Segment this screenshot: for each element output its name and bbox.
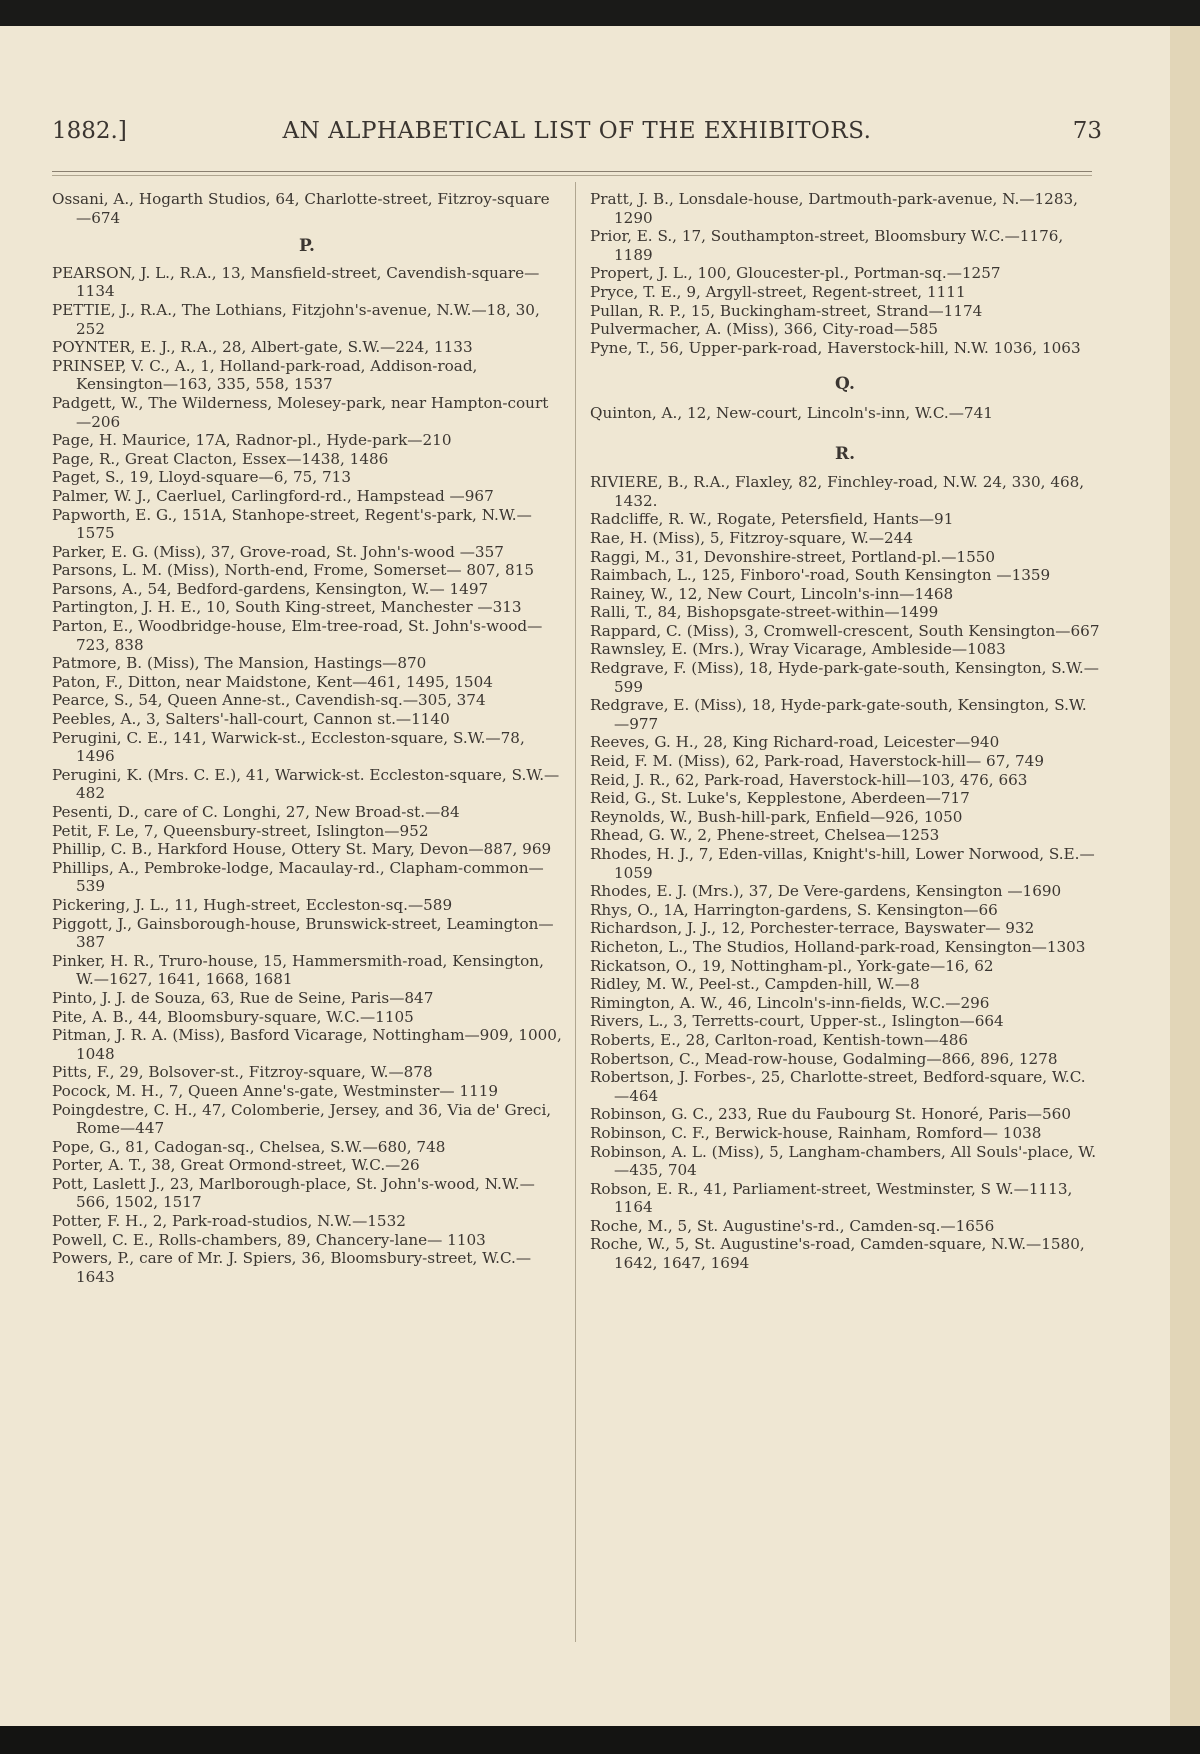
exhibitor-entry: Perugini, C. E., 141, Warwick-st., Eccleston-square, S.W.—78, 1496 xyxy=(52,728,525,766)
exhibitor-entry: Parton, E., Woodbridge-house, Elm-tree-road, St. John's-wood—723, 838 xyxy=(52,617,543,654)
exhibitor-entry: Parsons, L. M. (Miss), North-end, Frome, Somerset— 807, 815 xyxy=(52,561,535,580)
exhibitor-entry: Robinson, C. F., Berwick-house, Rainham, Romford— 1038 xyxy=(590,1123,1042,1142)
column-divider xyxy=(575,182,576,1642)
exhibitor-entry: Partington, J. H. E., 10, South King-street, Manchester —313 xyxy=(52,598,522,617)
page-number: 73 xyxy=(1072,118,1102,144)
exhibitor-entry: Rainey, W., 12, New Court, Lincoln's-inn—1468 xyxy=(590,584,954,603)
exhibitor-entry: Papworth, E. G., 151A, Stanhope-street, Regent's-park, N.W.—1575 xyxy=(52,505,532,543)
right-r-entries xyxy=(590,473,1100,1273)
exhibitor-entry: Raggi, M., 31, Devonshire-street, Portland-pl.—1550 xyxy=(590,547,996,566)
header-rule xyxy=(52,171,1092,172)
scan-bottom-edge xyxy=(0,1726,1200,1754)
header-year: 1882.] xyxy=(52,118,127,144)
exhibitor-entry: Rawnsley, E. (Mrs.), Wray Vicarage, Ambleside—1083 xyxy=(590,640,1006,659)
exhibitor-entry: Robinson, G. C., 233, Rue du Faubourg St. Honoré, Paris—560 xyxy=(590,1105,1071,1124)
exhibitor-entry: Reid, J. R., 62, Park-road, Haverstock-hill—103, 476, 663 xyxy=(590,770,1028,789)
exhibitor-entry: Prior, E. S., 17, Southampton-street, Bloomsbury W.C.—1176, 1189 xyxy=(590,227,1064,264)
exhibitor-entry: PRINSEP, V. C., A., 1, Holland-park-road, Addison-road, Kensington—163, 335, 558, 1537 xyxy=(52,356,478,394)
exhibitor-entry: Phillips, A., Pembroke-lodge, Macaulay-rd., Clapham-common—539 xyxy=(52,858,544,896)
exhibitor-entry: Pulvermacher, A. (Miss), 366, City-road—585 xyxy=(590,320,939,339)
exhibitor-entry: Pitts, F., 29, Bolsover-st., Fitzroy-square, W.—878 xyxy=(52,1063,433,1082)
exhibitor-entry: Robertson, J. Forbes-, 25, Charlotte-street, Bedford-square, W.C.—464 xyxy=(590,1068,1086,1105)
exhibitor-entry: Robinson, A. L. (Miss), 5, Langham-chambers, All Souls'-place, W.—435, 704 xyxy=(590,1142,1097,1180)
exhibitor-entry: Pott, Laslett J., 23, Marlborough-place, St. John's-wood, N.W.—566, 1502, 1517 xyxy=(52,1174,535,1212)
exhibitor-entry: Pyne, T., 56, Upper-park-road, Haverstock-hill, N.W. 1036, 1063 xyxy=(590,338,1081,357)
exhibitor-entry: Pope, G., 81, Cadogan-sq., Chelsea, S.W.—680, 748 xyxy=(52,1137,446,1156)
exhibitor-entry: Roberts, E., 28, Carlton-road, Kentish-town—486 xyxy=(590,1030,969,1049)
exhibitor-entry: Poingdestre, C. H., 47, Colomberie, Jersey, and 36, Via de' Greci, Rome—447 xyxy=(52,1100,552,1138)
exhibitor-entry: Reeves, G. H., 28, King Richard-road, Leicester—940 xyxy=(590,733,1000,752)
exhibitor-entry: Redgrave, F. (Miss), 18, Hyde-park-gate-south, Kensington, S.W.—599 xyxy=(590,659,1099,696)
exhibitor-entry: Quinton, A., 12, New-court, Lincoln's-inn, W.C.—741 xyxy=(590,403,993,422)
exhibitor-entry: Rhead, G. W., 2, Phene-street, Chelsea—1253 xyxy=(590,826,940,845)
section-heading-q: Q. xyxy=(835,374,855,395)
exhibitor-entry: Pinto, J. J. de Souza, 63, Rue de Seine, Paris—847 xyxy=(52,988,434,1007)
left-pre-entries xyxy=(52,190,562,227)
exhibitor-entry: Pearce, S., 54, Queen Anne-st., Cavendish-sq.—305, 374 xyxy=(52,691,486,710)
left-column xyxy=(52,190,562,1286)
exhibitor-entry: Roche, W., 5, St. Augustine's-road, Camden-square, N.W.—1580, 1642, 1647, 1694 xyxy=(590,1235,1085,1273)
exhibitor-entry: Petit, F. Le, 7, Queensbury-street, Islington—952 xyxy=(52,821,429,840)
page-right-edge xyxy=(1170,26,1200,1726)
exhibitor-entry: Rhys, O., 1A, Harrington-gardens, S. Kensington—66 xyxy=(590,900,998,919)
scan-top-edge xyxy=(0,0,1200,26)
exhibitor-entry: Reid, G., St. Luke's, Kepplestone, Aberdeen—717 xyxy=(590,789,970,808)
exhibitor-entry: Reynolds, W., Bush-hill-park, Enfield—926, 1050 xyxy=(590,807,963,826)
exhibitor-entry: Rhodes, H. J., 7, Eden-villas, Knight's-hill, Lower Norwood, S.E.—1059 xyxy=(590,845,1095,882)
exhibitor-entry: Pocock, M. H., 7, Queen Anne's-gate, Westminster— 1119 xyxy=(52,1081,499,1100)
exhibitor-entry: Raimbach, L., 125, Finboro'-road, South Kensington —1359 xyxy=(590,566,1051,585)
exhibitor-entry: Roche, M., 5, St. Augustine's-rd., Camden-sq.—1656 xyxy=(590,1216,995,1235)
exhibitor-entry: Patmore, B. (Miss), The Mansion, Hastings—870 xyxy=(52,654,427,673)
exhibitor-entry: Ralli, T., 84, Bishopsgate-street-within—1499 xyxy=(590,603,939,622)
exhibitor-entry: Pite, A. B., 44, Bloomsbury-square, W.C.—1105 xyxy=(52,1007,414,1026)
exhibitor-entry: Page, R., Great Clacton, Essex—1438, 1486 xyxy=(52,449,389,468)
exhibitor-entry: Rivers, L., 3, Terretts-court, Upper-st., Islington—664 xyxy=(590,1012,1004,1031)
exhibitor-entry: Pryce, T. E., 9, Argyll-street, Regent-street, 1111 xyxy=(590,282,966,301)
exhibitor-entry: Reid, F. M. (Miss), 62, Park-road, Haverstock-hill— 67, 749 xyxy=(590,752,1045,771)
exhibitor-entry: PEARSON, J. L., R.A., 13, Mansfield-street, Cavendish-square—1134 xyxy=(52,263,540,301)
exhibitor-entry: Paton, F., Ditton, near Maidstone, Kent—461, 1495, 1504 xyxy=(52,672,493,691)
exhibitor-entry: Richardson, J. J., 12, Porchester-terrace, Bayswater— 932 xyxy=(590,919,1035,938)
exhibitor-entry: Pinker, H. R., Truro-house, 15, Hammersmith-road, Kensington, W.—1627, 1641, 1668, 1681 xyxy=(52,951,544,989)
exhibitor-entry: POYNTER, E. J., R.A., 28, Albert-gate, S.W.—224, 1133 xyxy=(52,338,473,357)
exhibitor-entry: Robertson, C., Mead-row-house, Godalming—866, 896, 1278 xyxy=(590,1049,1058,1068)
exhibitor-entry: Parsons, A., 54, Bedford-gardens, Kensington, W.— 1497 xyxy=(52,579,489,598)
right-column xyxy=(590,190,1100,1273)
exhibitor-entry: Pratt, J. B., Lonsdale-house, Dartmouth-park-avenue, N.—1283, 1290 xyxy=(590,190,1078,227)
page-header xyxy=(52,100,1102,150)
right-p-entries xyxy=(590,190,1100,357)
exhibitor-entry: Rickatson, O., 19, Nottingham-pl., York-gate—16, 62 xyxy=(590,956,994,975)
exhibitor-entry: Rae, H. (Miss), 5, Fitzroy-square, W.—244 xyxy=(590,528,914,547)
exhibitor-entry: Powers, P., care of Mr. J. Spiers, 36, Bloomsbury-street, W.C.—1643 xyxy=(52,1249,532,1286)
section-heading-r: R. xyxy=(834,443,856,464)
exhibitor-entry: Paget, S., 19, Lloyd-square—6, 75, 713 xyxy=(52,468,351,487)
exhibitor-entry: Pullan, R. P., 15, Buckingham-street, Strand—1174 xyxy=(590,301,983,320)
exhibitor-entry: Pitman, J. R. A. (Miss), Basford Vicarage, Nottingham—909, 1000, 1048 xyxy=(52,1026,562,1063)
left-p-entries xyxy=(52,264,562,1287)
exhibitor-entry: Redgrave, E. (Miss), 18, Hyde-park-gate-south, Kensington, S.W.—977 xyxy=(590,696,1087,733)
exhibitor-entry: Parker, E. G. (Miss), 37, Grove-road, St. John's-wood —357 xyxy=(52,542,504,561)
exhibitor-entry: Propert, J. L., 100, Gloucester-pl., Portman-sq.—1257 xyxy=(590,264,1001,283)
exhibitor-entry: Phillip, C. B., Harkford House, Ottery St. Mary, Devon—887, 969 xyxy=(52,840,552,859)
exhibitor-entry: Palmer, W. J., Caerluel, Carlingford-rd., Hampstead —967 xyxy=(52,486,494,505)
exhibitor-entry: Rimington, A. W., 46, Lincoln's-inn-fields, W.C.—296 xyxy=(590,993,990,1012)
exhibitor-entry: Potter, F. H., 2, Park-road-studios, N.W.—1532 xyxy=(52,1212,406,1231)
exhibitor-entry: Robson, E. R., 41, Parliament-street, Westminster, S W.—1113, 1164 xyxy=(590,1179,1073,1217)
exhibitor-entry: RIVIERE, B., R.A., Flaxley, 82, Finchley-road, N.W. 24, 330, 468, 1432. xyxy=(590,473,1085,510)
exhibitor-entry: Padgett, W., The Wilderness, Molesey-park, near Hampton-court—206 xyxy=(52,393,549,431)
exhibitor-entry: Ossani, A., Hogarth Studios, 64, Charlotte-street, Fitzroy-square—674 xyxy=(52,190,550,227)
exhibitor-entry: Rappard, C. (Miss), 3, Cromwell-crescent, South Kensington—667 xyxy=(590,621,1100,640)
header-title: AN ALPHABETICAL LIST OF THE EXHIBITORS. xyxy=(282,118,872,144)
exhibitor-entry: Ridley, M. W., Peel-st., Campden-hill, W.—8 xyxy=(590,975,920,994)
exhibitor-entry: Piggott, J., Gainsborough-house, Brunswick-street, Leamington—387 xyxy=(52,914,554,952)
exhibitor-entry: Pesenti, D., care of C. Longhi, 27, New Broad-st.—84 xyxy=(52,803,460,821)
exhibitor-entry: Page, H. Maurice, 17A, Radnor-pl., Hyde-park—210 xyxy=(52,431,452,450)
exhibitor-entry: PETTIE, J., R.A., The Lothians, Fitzjohn's-avenue, N.W.—18, 30, 252 xyxy=(52,300,540,338)
right-q-entries xyxy=(590,404,1100,423)
exhibitor-entry: Rhodes, E. J. (Mrs.), 37, De Vere-gardens, Kensington —1690 xyxy=(590,882,1062,901)
exhibitor-entry: Pickering, J. L., 11, Hugh-street, Eccleston-sq.—589 xyxy=(52,895,453,914)
exhibitor-entry: Radcliffe, R. W., Rogate, Petersfield, Hants—91 xyxy=(590,510,954,529)
exhibitor-entry: Porter, A. T., 38, Great Ormond-street, W.C.—26 xyxy=(52,1156,420,1175)
exhibitor-entry: Peebles, A., 3, Salters'-hall-court, Cannon st.—1140 xyxy=(52,710,450,729)
section-heading-p: P. xyxy=(299,236,315,257)
exhibitor-entry: Richeton, L., The Studios, Holland-park-road, Kensington—1303 xyxy=(590,937,1086,956)
exhibitor-entry: Powell, C. E., Rolls-chambers, 89, Chancery-lane— 1103 xyxy=(52,1230,486,1249)
header-rule-secondary xyxy=(52,175,1092,176)
exhibitor-entry: Perugini, K. (Mrs. C. E.), 41, Warwick-st. Eccleston-square, S.W.—482 xyxy=(52,765,560,803)
